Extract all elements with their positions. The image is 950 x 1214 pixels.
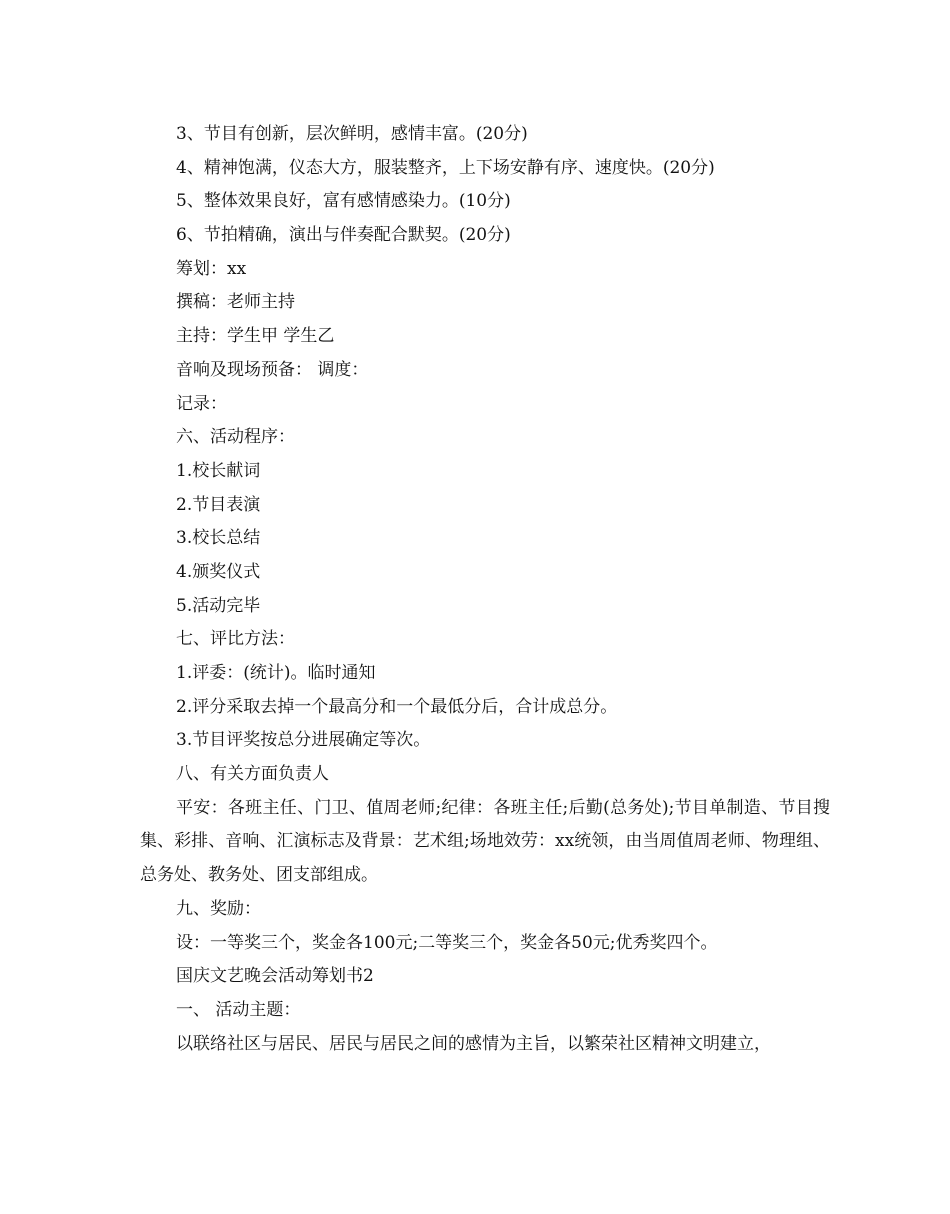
responsible-paragraph: 平安：各班主任、门卫、值周老师;纪律：各班主任;后勤(总务处);节目单制造、节目搜集、彩排、音响、汇演标志及背景：艺术组;场地效劳：xx统领，由当周值周老师、物理组、总务处、教务处、团支部组成。 <box>140 797 830 886</box>
planner-line: 筹划：xx <box>176 258 247 279</box>
rewards-line: 设：一等奖三个，奖金各100元;二等奖三个，奖金各50元;优秀奖四个。 <box>176 932 718 953</box>
section-heading-responsible: 八、有关方面负责人 <box>176 764 329 785</box>
sound-dispatch-line: 音响及现场预备： 调度： <box>176 359 369 380</box>
program-item-5: 5.活动完毕 <box>176 595 261 616</box>
program-item-4: 4.颁奖仪式 <box>176 561 261 582</box>
theme-heading: 一、 活动主题： <box>176 999 301 1020</box>
plan-2-title: 国庆文艺晚会活动筹划书2 <box>176 966 374 987</box>
theme-text: 以联络社区与居民、居民与居民之间的感情为主旨，以繁荣社区精神文明建立， <box>176 1033 771 1054</box>
program-item-3: 3.校长总结 <box>176 528 261 549</box>
evaluation-item-1: 1.评委：(统计)。临时通知 <box>176 663 376 683</box>
host-line: 主持：学生甲 学生乙 <box>176 326 335 347</box>
criterion-6: 6、节拍精确，演出与伴奏配合默契。(20分) <box>176 225 511 246</box>
evaluation-item-3: 3.节目评奖按总分进展确定等次。 <box>176 730 431 751</box>
criterion-3: 3、节目有创新，层次鲜明，感情丰富。(20分) <box>176 124 528 144</box>
writer-line: 撰稿：老师主持 <box>176 292 295 313</box>
section-heading-program: 六、活动程序： <box>176 427 295 448</box>
record-line: 记录： <box>176 393 227 414</box>
criterion-5: 5、整体效果良好，富有感情感染力。(10分) <box>176 191 511 212</box>
section-heading-rewards: 九、奖励： <box>176 898 261 919</box>
evaluation-item-2: 2.评分采取去掉一个最高分和一个最低分后，合计成总分。 <box>176 696 618 717</box>
document-body <box>140 118 830 1061</box>
criterion-4: 4、精神饱满，仪态大方，服装整齐，上下场安静有序、速度快。(20分) <box>176 157 715 178</box>
program-item-1: 1.校长献词 <box>176 460 261 481</box>
section-heading-evaluation: 七、评比方法： <box>176 629 295 650</box>
program-item-2: 2.节目表演 <box>176 494 261 515</box>
